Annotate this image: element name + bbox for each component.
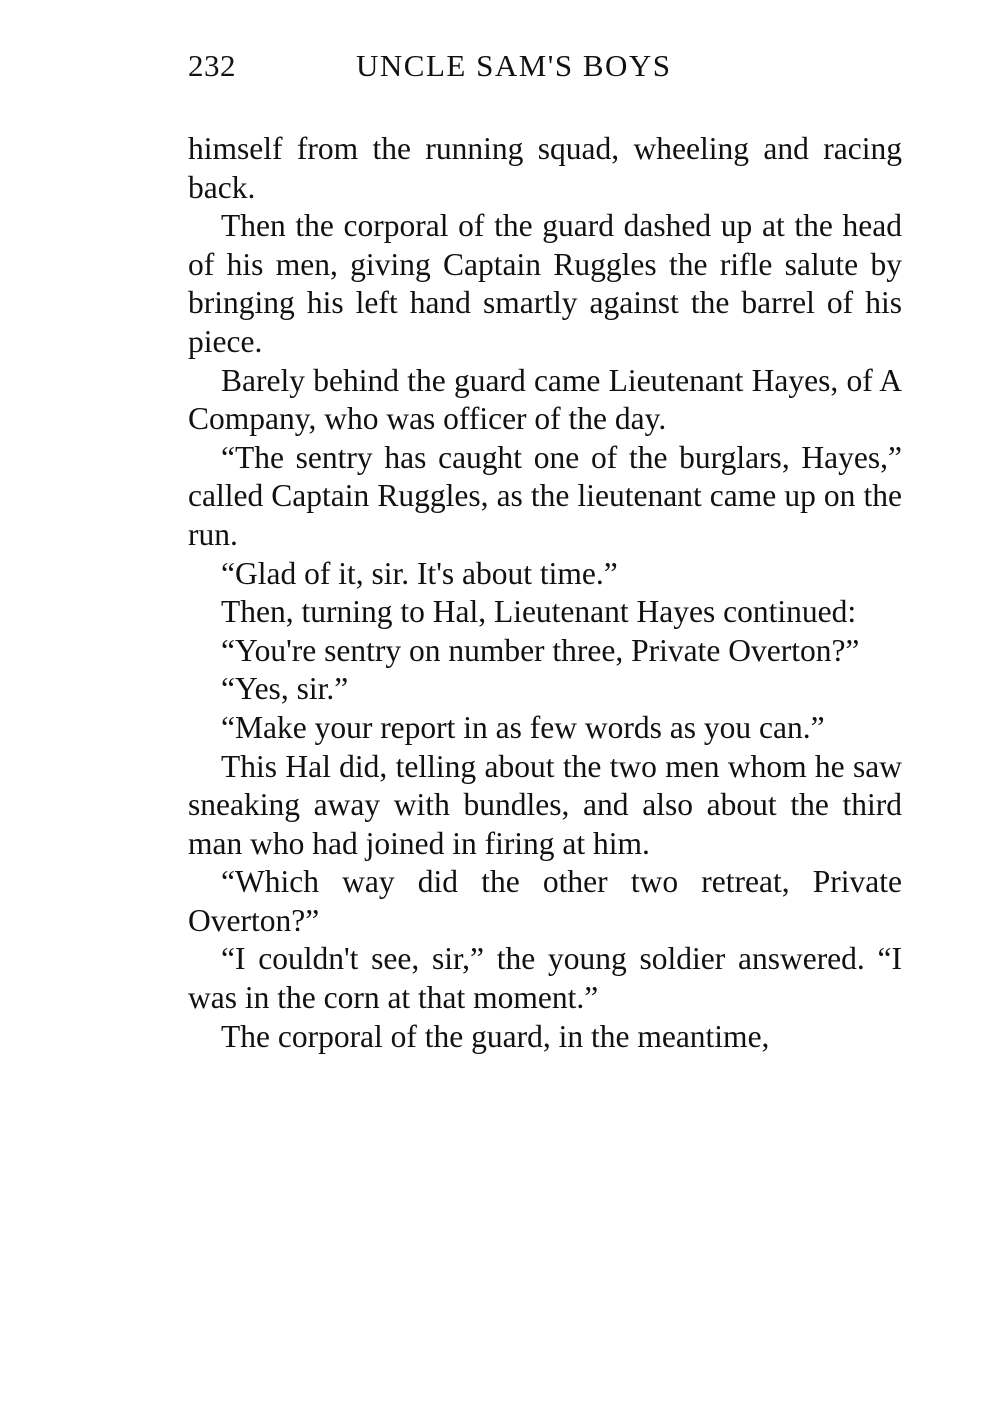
paragraph: “Make your report in as few words as you can.”: [221, 709, 825, 745]
paragraph: “The sentry has caught one of the burglars, Hayes,” called Captain Ruggles, as the lieutenant came up on the run.: [188, 439, 902, 552]
paragraph: himself from the running squad, wheeling and racing back.: [188, 131, 902, 205]
paragraph: Then the corporal of the guard dashed up at the head of his men, giving Captain Ruggles the rifle salute by bringing his left hand smartly against the barrel of his piece.: [188, 208, 902, 359]
paragraph: “Which way did the other two retreat, Private Overton?”: [188, 864, 902, 938]
paragraph: “I couldn't see, sir,” the young soldier answered. “I was in the corn at that moment.”: [188, 941, 902, 1016]
paragraph: “Yes, sir.”: [221, 671, 349, 707]
page-number: 232: [188, 48, 236, 83]
paragraph: “You're sentry on number three, Private Overton?”: [221, 632, 860, 668]
running-head: [188, 48, 904, 92]
paragraph: Then, turning to Hal, Lieutenant Hayes continued:: [221, 594, 857, 630]
paragraph: The corporal of the guard, in the meantime,: [221, 1018, 770, 1054]
paragraph: “Glad of it, sir. It's about time.”: [221, 555, 618, 591]
book-title: UNCLE SAM'S BOYS: [356, 48, 672, 83]
paragraph: This Hal did, telling about the two men whom he saw sneaking away with bundles, and also about the third man who had joined in firing at him.: [188, 748, 902, 861]
body-text: [188, 130, 902, 1056]
paragraph: Barely behind the guard came Lieutenant Hayes, of A Company, who was officer of the day.: [188, 362, 902, 437]
